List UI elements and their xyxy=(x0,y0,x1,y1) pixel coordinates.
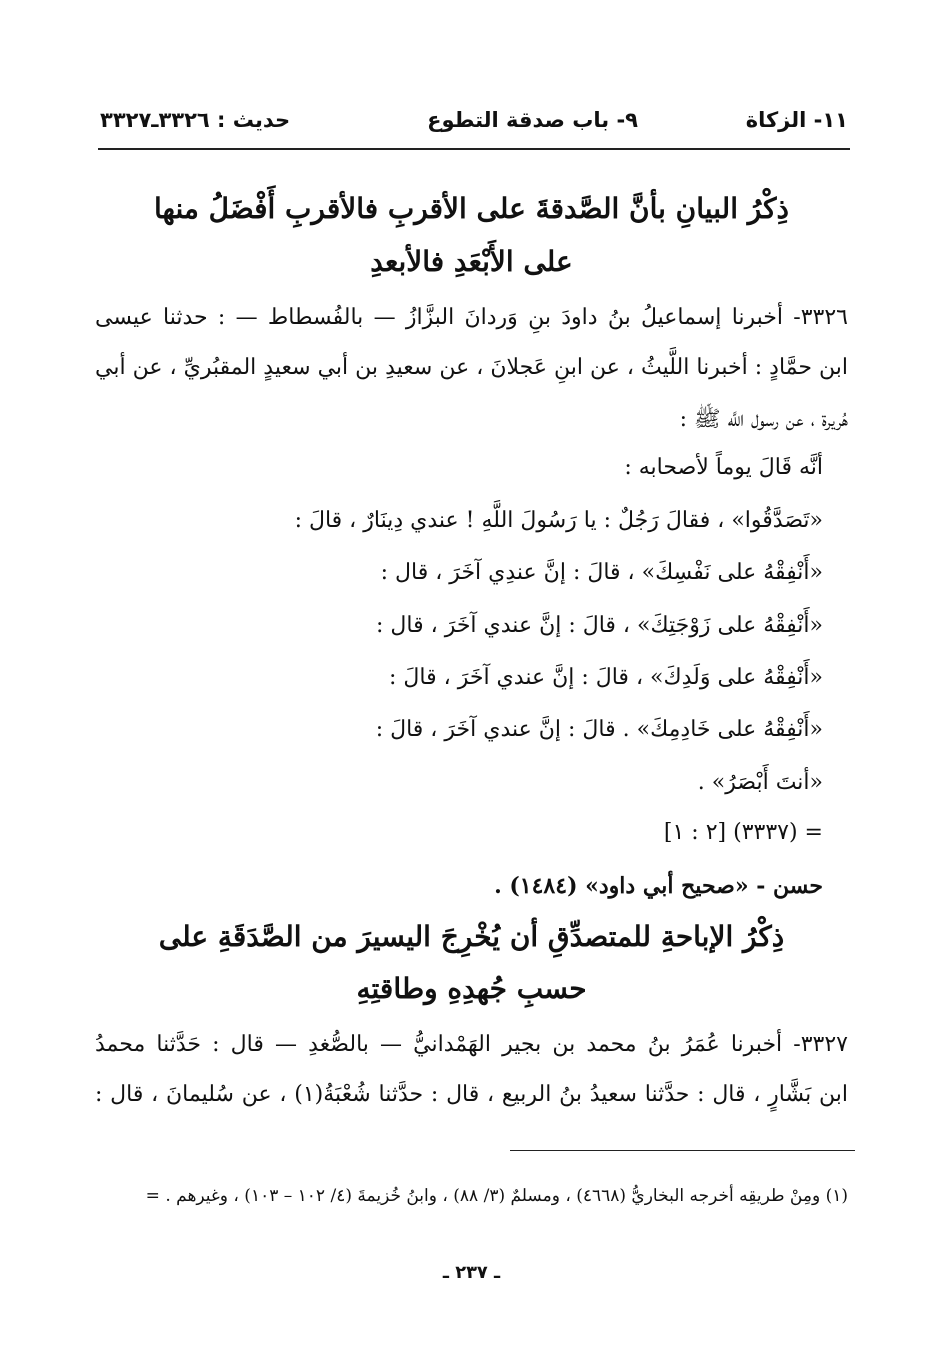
hadith-3326-line-8: «أَنْفِقْهُ على وَلَدِكَ» ، قالَ : إنَّ عندي آخَرَ ، قالَ : xyxy=(389,665,823,690)
footnote-1: (١) ومِنْ طريقِه أخرجه البخاريُّ (٤٦٦٨) ، ومسلمٌ (٣/ ٨٨) ، وابنُ خُزيمةَ (٤/ ١٠٢ – ١٠٣) ، وغيرهم . = xyxy=(145,1186,848,1206)
section-heading-1-line-1: ذِكْرُ البيانِ بأنَّ الصَّدقةَ على الأقربِ فالأقربِ أَفْضَلُ منها xyxy=(154,192,789,225)
section-heading-2-line-1: ذِكْرُ الإباحةِ للمتصدِّقِ أن يُخْرِجَ اليسيرَ من الصَّدَقَةِ على xyxy=(158,920,785,953)
hadith-3326-grading: حسن - «صحيح أبي داود» (١٤٨٤) . xyxy=(494,873,823,899)
hadith-3326-crossref: = (٣٣٣٧) [٢ : ١] xyxy=(663,820,823,845)
hadith-3326-line-10: «أنتَ أَبْصَرُ» . xyxy=(697,770,823,795)
hadith-3326-line-9: «أَنْفِقْهُ على خَادِمِكَ» . قالَ : إنَّ عندي آخَرَ ، قالَ : xyxy=(375,717,823,742)
header-section: ٩- باب صدقة التطوع xyxy=(427,108,638,132)
hadith-3326-line-5: «تَصَدَّقُوا» ، فقالَ رَجُلٌ : يا رَسُولَ اللَّهِ ! عندي دِينَارٌ ، قالَ : xyxy=(294,508,823,533)
footnote-rule xyxy=(510,1150,855,1151)
section-heading-1-line-2: على الأَبْعَدِ فالأبعدِ xyxy=(370,245,573,278)
section-heading-2-line-2: حسبِ جُهدِهِ وطاقتِهِ xyxy=(356,972,587,1005)
hadith-3326-line-3: هُريرة ، عن رسول اللَّه ﷺ : xyxy=(679,407,848,432)
hadith-3326-line-7: «أَنْفِقْهُ على زَوْجَتِكَ» ، قالَ : إنَّ عندي آخَرَ ، قال : xyxy=(376,613,823,638)
header-chapter: ١١- الزكاة xyxy=(745,108,848,132)
hadith-3326-line-6: «أَنْفِقْهُ على نَفْسِكَ» ، قالَ : إنَّ عندِي آخَرَ ، قال : xyxy=(380,560,823,585)
header-hadith-range: حديث : ٣٣٢٦ـ٣٣٢٧ xyxy=(100,108,291,132)
hadith-3327-line-1: ٣٣٢٧- أخبرنا عُمَرُ بنُ محمد بن بجير الهَمْدانيُّ — بالصُّغدِ — قال : حَدَّثنا محمدُ xyxy=(95,1032,848,1057)
hadith-3326-line-1: ٣٣٢٦- أخبرنا إسماعيلُ بنُ داودَ بنِ وَردانَ البزَّازُ — بالفُسطاط — : حدثنا عيسى xyxy=(95,305,848,330)
header-rule xyxy=(98,148,850,150)
hadith-3326-line-4: أنَّه قَالَ يوماً لأصحابه : xyxy=(624,455,823,480)
hadith-3327-line-2: ابن بَشَّارٍ ، قال : حدَّثنا سعيدُ بنُ الربيع ، قال : حدَّثنا شُعْبَةُ(١) ، عن سُليمانَ ، قال : xyxy=(95,1082,848,1107)
hadith-3326-line-2: ابن حمَّادٍ : أخبرنا اللَّيثُ ، عن ابنِ عَجلانَ ، عن سعيدِ بن أبي سعيدٍ المقبُريِّ ، عن أبي xyxy=(95,355,848,380)
page-number: ـ ٢٣٧ ـ xyxy=(442,1262,501,1283)
